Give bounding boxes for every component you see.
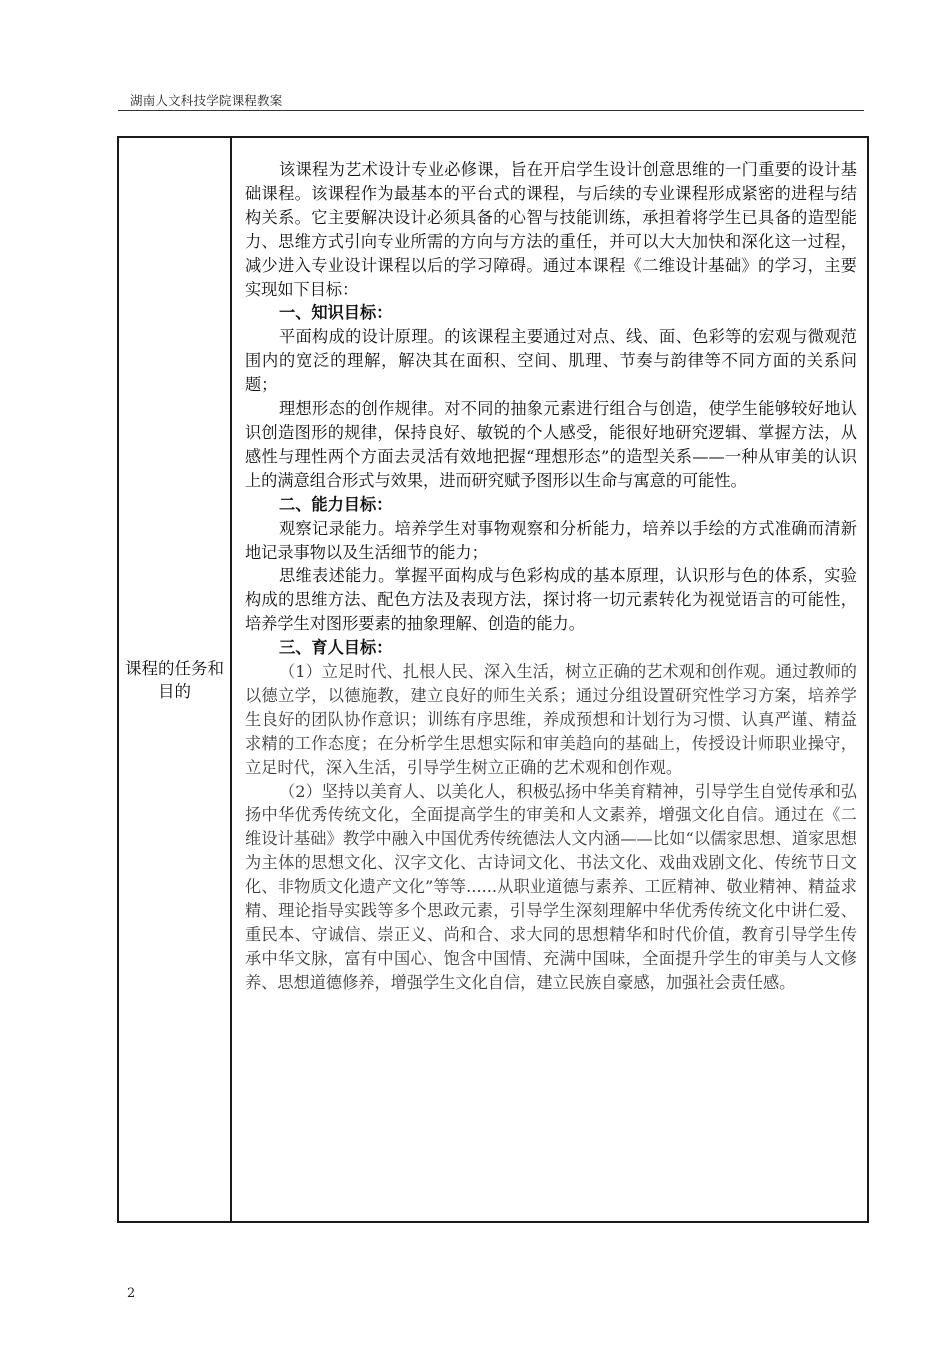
knowledge-goals-heading: 一、知识目标：: [279, 303, 393, 323]
ability-goal-1: 观察记录能力。培养学生对事物观察和分析能力，培养以手绘的方式准确而清新地记录事物以及生活细节的能力；: [245, 518, 857, 562]
ability-goal-2: 思维表述能力。掌握平面构成与色彩构成的基本原理，认识形与色的体系，实验构成的思维方法、配色方法及表现方法，探讨将一切元素转化为视觉语言的可能性，培养学生对图形要素的抽象理解、创造的能力。: [245, 566, 857, 634]
page-number: 2: [127, 1286, 136, 1301]
ability-goals-heading: 二、能力目标：: [279, 494, 393, 514]
page-header-title: 湖南人文科技学院课程教案: [130, 93, 283, 108]
lesson-plan-table: [117, 136, 869, 1223]
education-goals-heading: 三、育人目标：: [279, 638, 393, 658]
knowledge-goal-2: 理想形态的创作规律。对不同的抽象元素进行组合与创造，使学生能够较好地认识创造图形的规律，保持良好、敏锐的个人感受，能很好地研究逻辑、掌握方法，从感性与理性两个方面去灵活有效地把握“理想形态”的造型关系——一种从审美的认识上的满意组合形式与效果，进而研究赋予图形以生命与寓意的可能性。: [245, 399, 857, 490]
education-goal-1: （1）立足时代、扎根人民、深入生活，树立正确的艺术观和创作观。通过教师的以德立学，以德施教，建立良好的师生关系；通过分组设置研究性学习方案，培养学生良好的团队协作意识；训练有序思维，养成预想和计划行为习惯、认真严谨、精益求精的工作态度；在分析学生思想实际和审美趋向的基础上，传授设计师职业操守，立足时代，深入生活，引导学生树立正确的艺术观和创作观。: [245, 662, 857, 777]
intro-paragraph: 该课程为艺术设计专业必修课，旨在开启学生设计创意思维的一门重要的设计基础课程。该课程作为最基本的平台式的课程，与后续的专业课程形成紧密的进程与结构关系。它主要解决设计必须具备的心智与技能训练，承担着将学生已具备的造型能力、思维方式引向专业所需的方向与方法的重任，并可以大大加快和深化这一过程，减少进入专业设计课程以后的学习障碍。通过本课程《二维设计基础》的学习，主要实现如下目标：: [245, 160, 857, 299]
knowledge-goal-1: 平面构成的设计原理。的该课程主要通过对点、线、面、色彩等的宏观与微观范围内的宽泛的理解，解决其在面积、空间、肌理、节奏与韵律等不同方面的关系问题；: [245, 327, 857, 395]
education-goal-2: （2）坚持以美育人、以美化人，积极弘扬中华美育精神，引导学生自觉传承和弘扬中华优秀传统文化，全面提高学生的审美和人文素养，增强文化自信。通过在《二维设计基础》教学中融入中国优秀传统德法人文内涵——比如“以儒家思想、道家思想为主体的思想文化、汉字文化、古诗词文化、书法文化、戏曲戏剧文化、传统节日文化、非物质文化遗产文化”等等......从职业道德与素养、工匠精神、敬业精神、精益求精、理论指导实践等多个思政元素，引导学生深刻理解中华优秀传统文化中讲仁爱、重民本、守诚信、崇正义、尚和合、求大同的思想精华和时代价值，教育引导学生传承中华文脉，富有中国心、饱含中国情、充满中国味，全面提升学生的审美与人文修养、思想道德修养，增强学生文化自信，建立民族自豪感，加强社会责任感。: [245, 781, 857, 992]
label-cell: [119, 138, 232, 1221]
header-divider: [118, 110, 864, 111]
row-label: 课程的任务和目的: [125, 658, 224, 701]
content-cell: [232, 138, 867, 1221]
